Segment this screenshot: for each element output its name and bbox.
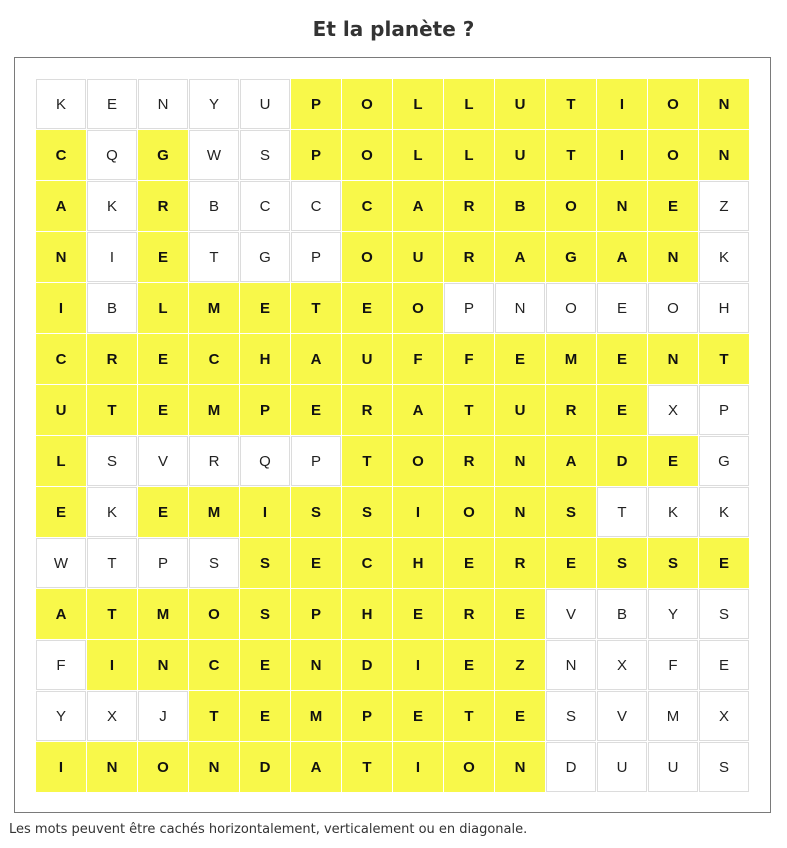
grid-cell-r3-c12[interactable]: N <box>648 232 698 282</box>
grid-cell-r2-c6[interactable]: C <box>342 181 392 231</box>
grid-cell-r12-c5[interactable]: M <box>291 691 341 741</box>
grid-cell-r4-c1[interactable]: B <box>87 283 137 333</box>
grid-cell-r5-c11[interactable]: E <box>597 334 647 384</box>
grid-cell-r7-c6[interactable]: T <box>342 436 392 486</box>
grid-cell-r7-c3[interactable]: R <box>189 436 239 486</box>
page-title: Et la planète ? <box>312 17 475 41</box>
grid-cell-r9-c4[interactable]: S <box>240 538 290 588</box>
grid-cell-r12-c4[interactable]: E <box>240 691 290 741</box>
grid-cell-r5-c13[interactable]: T <box>699 334 749 384</box>
grid-cell-r11-c4[interactable]: E <box>240 640 290 690</box>
grid-cell-r8-c1[interactable]: K <box>87 487 137 537</box>
grid-cell-r4-c7[interactable]: O <box>393 283 443 333</box>
grid-cell-r10-c6[interactable]: H <box>342 589 392 639</box>
grid-cell-r8-c9[interactable]: N <box>495 487 545 537</box>
grid-cell-r13-c12[interactable]: U <box>648 742 698 792</box>
grid-cell-r9-c13[interactable]: E <box>699 538 749 588</box>
grid-cell-r9-c8[interactable]: E <box>444 538 494 588</box>
grid-cell-r1-c12[interactable]: O <box>648 130 698 180</box>
grid-cell-r13-c9[interactable]: N <box>495 742 545 792</box>
grid-cell-r13-c5[interactable]: A <box>291 742 341 792</box>
grid-cell-r4-c11[interactable]: E <box>597 283 647 333</box>
grid-cell-r2-c0[interactable]: A <box>36 181 86 231</box>
grid-cell-r0-c0[interactable]: K <box>36 79 86 129</box>
grid-cell-r6-c12[interactable]: X <box>648 385 698 435</box>
grid-cell-r13-c11[interactable]: U <box>597 742 647 792</box>
grid-cell-r2-c8[interactable]: R <box>444 181 494 231</box>
grid-cell-r2-c13[interactable]: Z <box>699 181 749 231</box>
grid-cell-r12-c7[interactable]: E <box>393 691 443 741</box>
grid-cell-r7-c10[interactable]: A <box>546 436 596 486</box>
grid-cell-r10-c12[interactable]: Y <box>648 589 698 639</box>
grid-cell-r6-c7[interactable]: A <box>393 385 443 435</box>
grid-cell-r1-c13[interactable]: N <box>699 130 749 180</box>
grid-cell-r1-c7[interactable]: L <box>393 130 443 180</box>
grid-cell-r0-c3[interactable]: Y <box>189 79 239 129</box>
grid-cell-r9-c0[interactable]: W <box>36 538 86 588</box>
grid-cell-r0-c2[interactable]: N <box>138 79 188 129</box>
grid-cell-r2-c1[interactable]: K <box>87 181 137 231</box>
grid-cell-r11-c10[interactable]: N <box>546 640 596 690</box>
grid-cell-r11-c8[interactable]: E <box>444 640 494 690</box>
grid-cell-r11-c9[interactable]: Z <box>495 640 545 690</box>
grid-cell-r1-c6[interactable]: O <box>342 130 392 180</box>
grid-cell-r10-c5[interactable]: P <box>291 589 341 639</box>
grid-cell-r1-c9[interactable]: U <box>495 130 545 180</box>
grid-cell-r8-c7[interactable]: I <box>393 487 443 537</box>
grid-cell-r11-c1[interactable]: I <box>87 640 137 690</box>
grid-cell-r2-c3[interactable]: B <box>189 181 239 231</box>
grid-cell-r10-c3[interactable]: O <box>189 589 239 639</box>
grid-cell-r1-c3[interactable]: W <box>189 130 239 180</box>
grid-cell-r9-c11[interactable]: S <box>597 538 647 588</box>
grid-cell-r3-c3[interactable]: T <box>189 232 239 282</box>
grid-cell-r7-c4[interactable]: Q <box>240 436 290 486</box>
grid-cell-r0-c1[interactable]: E <box>87 79 137 129</box>
grid-cell-r6-c4[interactable]: P <box>240 385 290 435</box>
grid-cell-r11-c6[interactable]: D <box>342 640 392 690</box>
grid-cell-r1-c10[interactable]: T <box>546 130 596 180</box>
instructions-caption: Les mots peuvent être cachés horizontalement, verticalement ou en diagonale. <box>9 822 528 837</box>
grid-cell-r2-c12[interactable]: E <box>648 181 698 231</box>
grid-cell-r1-c2[interactable]: G <box>138 130 188 180</box>
grid-cell-r8-c8[interactable]: O <box>444 487 494 537</box>
grid-cell-r9-c12[interactable]: S <box>648 538 698 588</box>
grid-cell-r13-c0[interactable]: I <box>36 742 86 792</box>
grid-cell-r4-c3[interactable]: M <box>189 283 239 333</box>
grid-cell-r5-c8[interactable]: F <box>444 334 494 384</box>
grid-cell-r0-c9[interactable]: U <box>495 79 545 129</box>
grid-cell-r13-c8[interactable]: O <box>444 742 494 792</box>
grid-cell-r5-c6[interactable]: U <box>342 334 392 384</box>
grid-cell-r6-c5[interactable]: E <box>291 385 341 435</box>
grid-cell-r3-c11[interactable]: A <box>597 232 647 282</box>
grid-cell-r2-c7[interactable]: A <box>393 181 443 231</box>
grid-cell-r2-c9[interactable]: B <box>495 181 545 231</box>
grid-cell-r3-c10[interactable]: G <box>546 232 596 282</box>
grid-cell-r13-c2[interactable]: O <box>138 742 188 792</box>
grid-cell-r3-c13[interactable]: K <box>699 232 749 282</box>
grid-cell-r8-c4[interactable]: I <box>240 487 290 537</box>
grid-cell-r3-c0[interactable]: N <box>36 232 86 282</box>
grid-cell-r13-c4[interactable]: D <box>240 742 290 792</box>
grid-cell-r4-c6[interactable]: E <box>342 283 392 333</box>
grid-cell-r8-c3[interactable]: M <box>189 487 239 537</box>
grid-cell-r6-c6[interactable]: R <box>342 385 392 435</box>
grid-cell-r10-c7[interactable]: E <box>393 589 443 639</box>
grid-cell-r5-c12[interactable]: N <box>648 334 698 384</box>
grid-cell-r5-c7[interactable]: F <box>393 334 443 384</box>
grid-cell-r0-c4[interactable]: U <box>240 79 290 129</box>
grid-cell-r9-c5[interactable]: E <box>291 538 341 588</box>
grid-cell-r7-c12[interactable]: E <box>648 436 698 486</box>
grid-cell-r10-c10[interactable]: V <box>546 589 596 639</box>
grid-cell-r5-c5[interactable]: A <box>291 334 341 384</box>
grid-cell-r2-c5[interactable]: C <box>291 181 341 231</box>
grid-cell-r1-c0[interactable]: C <box>36 130 86 180</box>
grid-cell-r1-c5[interactable]: P <box>291 130 341 180</box>
grid-cell-r12-c0[interactable]: Y <box>36 691 86 741</box>
grid-cell-r4-c5[interactable]: T <box>291 283 341 333</box>
grid-cell-r0-c13[interactable]: N <box>699 79 749 129</box>
grid-cell-r3-c9[interactable]: A <box>495 232 545 282</box>
grid-cell-r9-c9[interactable]: R <box>495 538 545 588</box>
grid-cell-r7-c9[interactable]: N <box>495 436 545 486</box>
grid-cell-r6-c8[interactable]: T <box>444 385 494 435</box>
grid-cell-r6-c2[interactable]: E <box>138 385 188 435</box>
grid-cell-r13-c6[interactable]: T <box>342 742 392 792</box>
grid-cell-r5-c2[interactable]: E <box>138 334 188 384</box>
grid-cell-r7-c7[interactable]: O <box>393 436 443 486</box>
grid-cell-r7-c5[interactable]: P <box>291 436 341 486</box>
grid-cell-r6-c9[interactable]: U <box>495 385 545 435</box>
grid-cell-r6-c11[interactable]: E <box>597 385 647 435</box>
grid-cell-r7-c0[interactable]: L <box>36 436 86 486</box>
grid-cell-r8-c6[interactable]: S <box>342 487 392 537</box>
grid-cell-r8-c11[interactable]: T <box>597 487 647 537</box>
grid-cell-r0-c8[interactable]: L <box>444 79 494 129</box>
grid-cell-r9-c10[interactable]: E <box>546 538 596 588</box>
grid-cell-r4-c8[interactable]: P <box>444 283 494 333</box>
grid-cell-r11-c11[interactable]: X <box>597 640 647 690</box>
grid-cell-r2-c11[interactable]: N <box>597 181 647 231</box>
grid-cell-r5-c10[interactable]: M <box>546 334 596 384</box>
grid-cell-r5-c4[interactable]: H <box>240 334 290 384</box>
grid-cell-r12-c11[interactable]: V <box>597 691 647 741</box>
grid-cell-r12-c8[interactable]: T <box>444 691 494 741</box>
grid-cell-r7-c11[interactable]: D <box>597 436 647 486</box>
grid-cell-r11-c0[interactable]: F <box>36 640 86 690</box>
grid-cell-r12-c13[interactable]: X <box>699 691 749 741</box>
grid-cell-r6-c1[interactable]: T <box>87 385 137 435</box>
grid-cell-r4-c2[interactable]: L <box>138 283 188 333</box>
grid-cell-r9-c7[interactable]: H <box>393 538 443 588</box>
grid-cell-r12-c3[interactable]: T <box>189 691 239 741</box>
grid-cell-r13-c7[interactable]: I <box>393 742 443 792</box>
grid-cell-r8-c10[interactable]: S <box>546 487 596 537</box>
grid-cell-r8-c5[interactable]: S <box>291 487 341 537</box>
grid-cell-r9-c6[interactable]: C <box>342 538 392 588</box>
grid-cell-r10-c1[interactable]: T <box>87 589 137 639</box>
grid-cell-r11-c5[interactable]: N <box>291 640 341 690</box>
grid-cell-r11-c12[interactable]: F <box>648 640 698 690</box>
grid-cell-r12-c1[interactable]: X <box>87 691 137 741</box>
grid-cell-r3-c5[interactable]: P <box>291 232 341 282</box>
grid-cell-r6-c0[interactable]: U <box>36 385 86 435</box>
grid-cell-r4-c4[interactable]: E <box>240 283 290 333</box>
grid-cell-r10-c0[interactable]: A <box>36 589 86 639</box>
grid-cell-r2-c10[interactable]: O <box>546 181 596 231</box>
grid-cell-r8-c0[interactable]: E <box>36 487 86 537</box>
grid-cell-r2-c2[interactable]: R <box>138 181 188 231</box>
grid-cell-r13-c13[interactable]: S <box>699 742 749 792</box>
grid-cell-r10-c4[interactable]: S <box>240 589 290 639</box>
grid-cell-r9-c3[interactable]: S <box>189 538 239 588</box>
grid-cell-r4-c10[interactable]: O <box>546 283 596 333</box>
grid-cell-r11-c13[interactable]: E <box>699 640 749 690</box>
grid-cell-r0-c12[interactable]: O <box>648 79 698 129</box>
grid-cell-r9-c2[interactable]: P <box>138 538 188 588</box>
grid-cell-r4-c0[interactable]: I <box>36 283 86 333</box>
grid-cell-r4-c13[interactable]: H <box>699 283 749 333</box>
grid-cell-r5-c1[interactable]: R <box>87 334 137 384</box>
grid-cell-r13-c3[interactable]: N <box>189 742 239 792</box>
grid-cell-r11-c3[interactable]: C <box>189 640 239 690</box>
grid-cell-r3-c6[interactable]: O <box>342 232 392 282</box>
grid-cell-r0-c11[interactable]: I <box>597 79 647 129</box>
grid-cell-r4-c9[interactable]: N <box>495 283 545 333</box>
grid-cell-r1-c8[interactable]: L <box>444 130 494 180</box>
grid-cell-r1-c4[interactable]: S <box>240 130 290 180</box>
grid-cell-r3-c8[interactable]: R <box>444 232 494 282</box>
grid-cell-r0-c7[interactable]: L <box>393 79 443 129</box>
grid-cell-r13-c10[interactable]: D <box>546 742 596 792</box>
grid-cell-r5-c0[interactable]: C <box>36 334 86 384</box>
grid-cell-r3-c7[interactable]: U <box>393 232 443 282</box>
grid-cell-r8-c12[interactable]: K <box>648 487 698 537</box>
grid-cell-r2-c4[interactable]: C <box>240 181 290 231</box>
grid-cell-r0-c5[interactable]: P <box>291 79 341 129</box>
grid-cell-r10-c8[interactable]: R <box>444 589 494 639</box>
grid-cell-r5-c9[interactable]: E <box>495 334 545 384</box>
grid-cell-r12-c12[interactable]: M <box>648 691 698 741</box>
grid-cell-r7-c2[interactable]: V <box>138 436 188 486</box>
grid-cell-r11-c7[interactable]: I <box>393 640 443 690</box>
grid-cell-r13-c1[interactable]: N <box>87 742 137 792</box>
grid-cell-r8-c2[interactable]: E <box>138 487 188 537</box>
grid-cell-r10-c13[interactable]: S <box>699 589 749 639</box>
grid-cell-r0-c10[interactable]: T <box>546 79 596 129</box>
word-search-grid <box>36 79 749 792</box>
grid-cell-r7-c1[interactable]: S <box>87 436 137 486</box>
grid-cell-r8-c13[interactable]: K <box>699 487 749 537</box>
grid-cell-r12-c9[interactable]: E <box>495 691 545 741</box>
grid-cell-r10-c9[interactable]: E <box>495 589 545 639</box>
grid-cell-r12-c2[interactable]: J <box>138 691 188 741</box>
grid-cell-r10-c11[interactable]: B <box>597 589 647 639</box>
grid-cell-r3-c1[interactable]: I <box>87 232 137 282</box>
grid-cell-r3-c4[interactable]: G <box>240 232 290 282</box>
grid-cell-r12-c6[interactable]: P <box>342 691 392 741</box>
grid-cell-r1-c11[interactable]: I <box>597 130 647 180</box>
grid-cell-r6-c10[interactable]: R <box>546 385 596 435</box>
grid-cell-r7-c13[interactable]: G <box>699 436 749 486</box>
grid-cell-r9-c1[interactable]: T <box>87 538 137 588</box>
grid-cell-r10-c2[interactable]: M <box>138 589 188 639</box>
grid-cell-r3-c2[interactable]: E <box>138 232 188 282</box>
grid-cell-r1-c1[interactable]: Q <box>87 130 137 180</box>
grid-cell-r6-c3[interactable]: M <box>189 385 239 435</box>
grid-cell-r5-c3[interactable]: C <box>189 334 239 384</box>
grid-cell-r6-c13[interactable]: P <box>699 385 749 435</box>
word-search-frame <box>14 57 771 813</box>
grid-cell-r0-c6[interactable]: O <box>342 79 392 129</box>
grid-cell-r12-c10[interactable]: S <box>546 691 596 741</box>
grid-cell-r7-c8[interactable]: R <box>444 436 494 486</box>
grid-cell-r4-c12[interactable]: O <box>648 283 698 333</box>
grid-cell-r11-c2[interactable]: N <box>138 640 188 690</box>
